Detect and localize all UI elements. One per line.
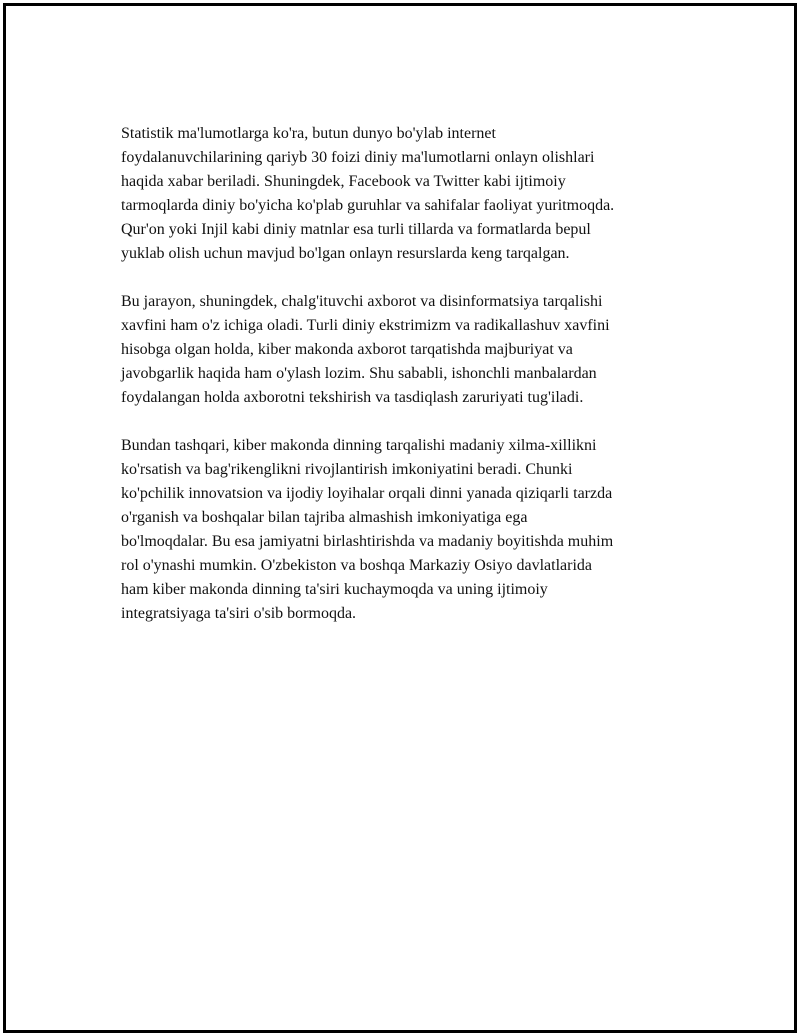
paragraph-2: Bu jarayon, shuningdek, chalg'ituvchi axborot va disinformatsiya tarqalishi xavfini ham o'z ichiga oladi. Turli diniy ekstrimizm va radikallashuv xavfini hisobga olgan holda, kiber makonda axborot tarqatishda majburiyat va javobgarlik haqida ham o'ylash lozim. Shu sababli, ishonchli manbalardan foydalangan holda axborotni tekshirish va tasdiqlash zaruriyati tug'iladi. <box>121 293 610 406</box>
paragraph-1: Statistik ma'lumotlarga ko'ra, butun dunyo bo'ylab internet foydalanuvchilarining qariyb 30 foizi diniy ma'lumotlarni onlayn olishlari haqida xabar beriladi. Shuningdek, Facebook va Twitter kabi ijtimoiy tarmoqlarda diniy bo'yicha ko'plab guruhlar va sahifalar faoliyat yuritmoqda. Qur'on yoki Injil kabi diniy matnlar esa turli tillarda va formatlarda bepul yuklab olish uchun mavjud bo'lgan onlayn resurslarda keng tarqalgan. <box>121 125 615 262</box>
page-frame <box>3 3 797 1033</box>
document-body <box>121 122 696 650</box>
paragraph-3: Bundan tashqari, kiber makonda dinning tarqalishi madaniy xilma-xillikni ko'rsatish va bag'rikenglikni rivojlantirish imkoniyatini beradi. Chunki ko'pchilik innovatsion va ijodiy loyihalar orqali dinni yanada qiziqarli tarzda o'rganish va boshqalar bilan tajriba almashish imkoniyatiga ega bo'lmoqdalar. Bu esa jamiyatni birlashtirishda va madaniy boyitishda muhim rol o'ynashi mumkin. O'zbekiston va boshqa Markaziy Osiyo davlatlarida ham kiber makonda dinning ta'siri kuchaymoqda va uning ijtimoiy integratsiyaga ta'siri o'sib bormoqda. <box>121 437 614 622</box>
